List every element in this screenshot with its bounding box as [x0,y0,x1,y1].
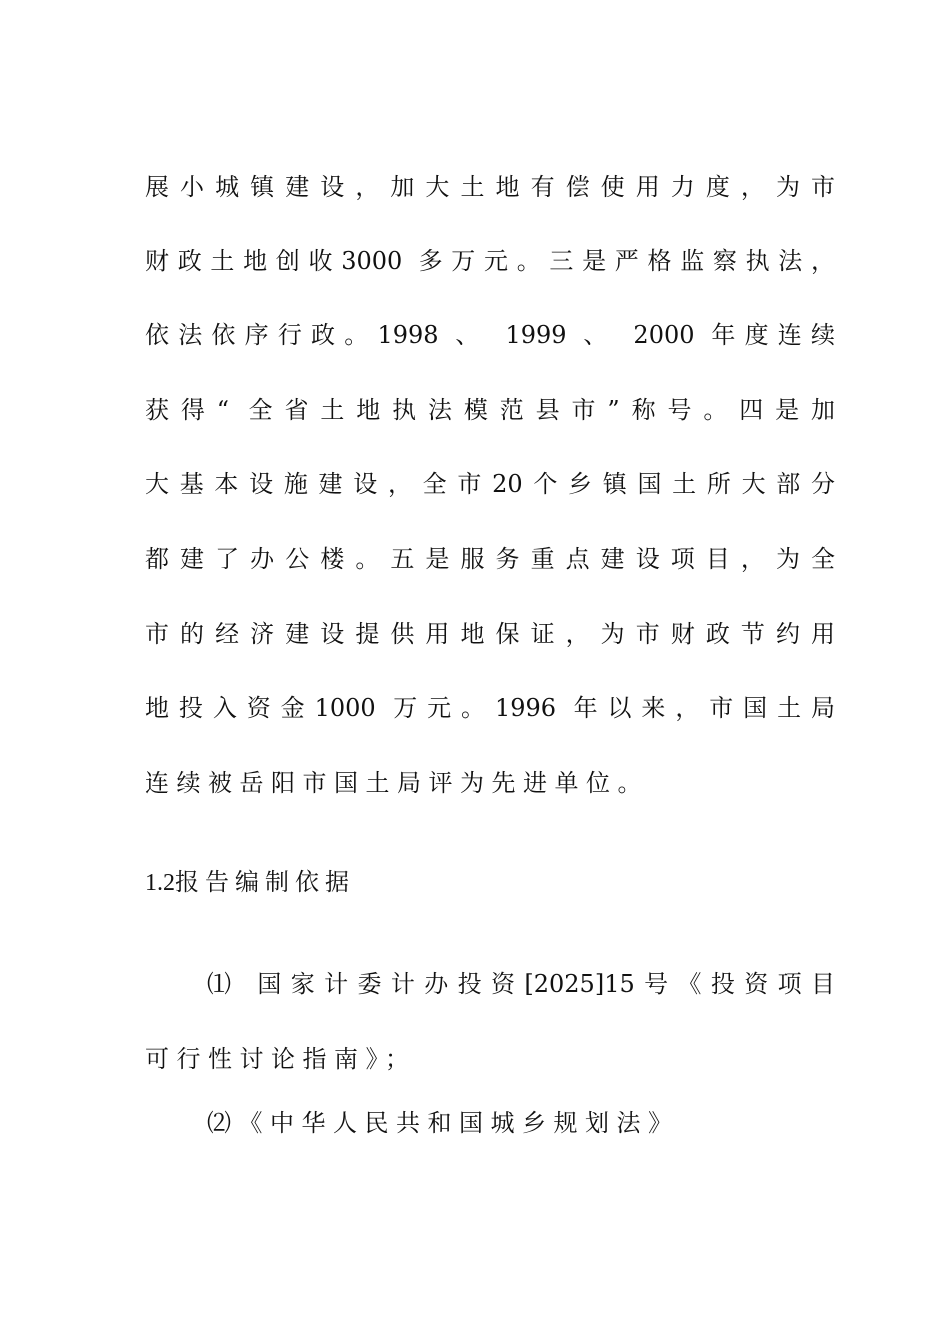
paragraph-line: 连续被岳阳市国土局评为先进单位。 [145,769,649,797]
paragraph-line: 依法依序行政。1998 、 1999 、 2000 年度连续 [145,321,835,349]
paragraph-line: 市的经济建设提供用地保证，为市财政节约用 [145,620,835,648]
paragraph-line: 都建了办公楼。五是服务重点建设项目，为全 [145,545,835,573]
paragraph-line: 获得“ 全省土地执法模范县市”称号。四是加 [145,396,835,424]
paragraph-line: 财政土地创收3000 多万元。三是严格监察执法， [145,247,835,275]
basis-item-2: ⑵《中华人民共和国城乡规划法》 [207,1109,680,1137]
paragraph-line: 大基本设施建设，全市20个乡镇国土所大部分 [145,470,835,498]
paragraph-line: 展小城镇建设，加大土地有偿使用力度，为市 [145,173,835,201]
section-number: 1.2 [145,870,175,896]
basis-item-1-continued: 可行性讨论指南》； [145,1045,417,1073]
paragraph-line: 地投入资金1000 万元。1996 年以来，市国土局 [145,694,835,722]
section-heading [145,867,355,898]
section-title: 报告编制依据 [175,868,355,896]
basis-item-1: ⑴ 国家计委计办投资[2025]15号《投资项目 [207,970,835,998]
